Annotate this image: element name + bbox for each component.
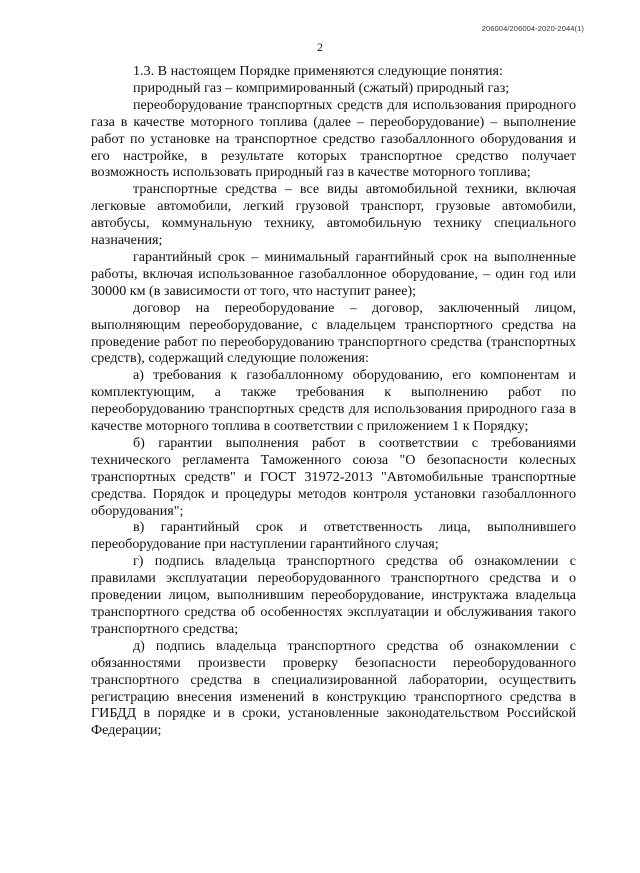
document-id: 206004/206004-2020-2044(1) — [481, 24, 584, 33]
page-number: 2 — [317, 40, 323, 54]
document-body — [91, 63, 576, 739]
paragraph-definitions-intro: 1.3. В настоящем Порядке применяются следующие понятия: — [133, 63, 503, 79]
paragraph-natural-gas: природный газ – компримированный (сжатый) природный газ; — [133, 79, 510, 96]
paragraph-conversion: переоборудование транспортных средств для использования природного газа в качестве моторного топлива (далее – переоборудование) – выполнение работ по установке на транспортное средство газобаллонного оборудования и его настройке, в результате которых транспортное средство получает возможность использовать природный газ в качестве моторного топлива; — [91, 96, 576, 181]
paragraph-item-a: а) требования к газобаллонному оборудованию, его компонентам и комплектующим, а также требования к выполнению работ по переоборудованию транспортных средств для использования природного газа в качестве моторного топлива в соответствии с приложением 1 к Порядку; — [91, 367, 576, 435]
paragraph-item-d: д) подпись владельца транспортного средства об ознакомлении с обязанностями произвести проверку безопасности переоборудованного транспортного средства в специализированной лаборатории, осуществить регистрацию внесения изменений в конструкцию транспортного средства в ГИБДД в порядке и в сроки, установленные законодательством Российской Федерации; — [91, 637, 576, 739]
paragraph-warranty: гарантийный срок – минимальный гарантийный срок на выполненные работы, включая использованное газобаллонное оборудование, – один год или 30000 км (в зависимости от того, что наступит ранее); — [91, 248, 576, 299]
paragraph-item-v: в) гарантийный срок и ответственность лица, выполнившего переоборудование при наступлении гарантийного случая; — [91, 519, 576, 553]
paragraph-contract: договор на переоборудование – договор, заключенный лицом, выполняющим переоборудование, с владельцем транспортного средства на проведение работ по переоборудованию транспортного средства (транспортных средств), содержащий следующие положения: — [91, 299, 576, 367]
paragraph-item-g: г) подпись владельца транспортного средства об ознакомлении с правилами эксплуатации переоборудованного транспортного средства и о проведении лицом, выполнившим переоборудование, инструктажа владельца транспортного средства об особенностях эксплуатации и обслуживания такого транспортного средства; — [91, 553, 576, 637]
paragraph-item-b: б) гарантии выполнения работ в соответствии с требованиями технического регламента Таможенного союза "О безопасности колесных транспортных средств" и ГОСТ 31972-2013 "Автомобильные транспортные средства. Порядок и процедуры методов контроля установки газобаллонного оборудования"; — [91, 434, 576, 519]
paragraph-vehicles: транспортные средства – все виды автомобильной техники, включая легковые автомобили, легкий грузовой транспорт, грузовые автомобили, автобусы, коммунальную технику, автомобильную технику специального назначения; — [91, 181, 576, 249]
